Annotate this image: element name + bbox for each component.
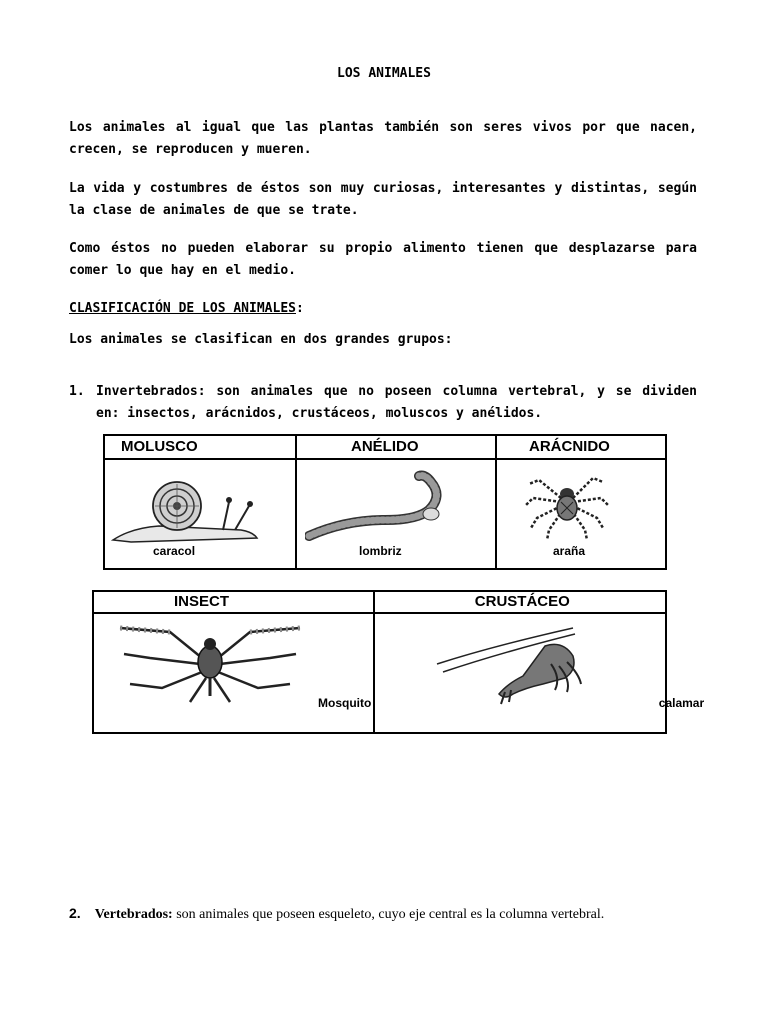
classification-intro: Los animales se clasifican en dos grandes grupos: — [69, 332, 453, 347]
table1-header-anelido-cell — [296, 435, 496, 459]
table1-worm-cell — [296, 459, 496, 569]
invertebrates-number: 1. — [69, 384, 85, 399]
table1-spider-cell — [496, 459, 666, 569]
invertebrates-text: Invertebrados: son animales que no poseen columna vertebral, y se dividen en: insectos, arácnidos, crustáceos, moluscos y anélidos. — [96, 384, 697, 421]
table1-header-aracnido-cell — [496, 435, 666, 459]
vertebrates-number: 2. — [69, 905, 81, 921]
intro-paragraph-1: Los animales al igual que las plantas también son seres vivos por que nacen, crecen, se reproducen y mueren. — [69, 120, 697, 157]
table1-caption-arana: araña — [553, 544, 586, 558]
page-title: LOS ANIMALES — [337, 66, 431, 81]
table2-header-insect: INSECT — [174, 593, 230, 610]
table2-header-crustaceo: CRUSTÁCEO — [474, 593, 570, 610]
vertebrates-text: son animales que poseen esqueleto, cuyo eje central es la columna vertebral. — [172, 907, 605, 922]
vertebrates-label: Vertebrados: — [94, 907, 173, 922]
invertebrates-table-2 — [92, 590, 705, 734]
invertebrates-item — [69, 381, 697, 425]
classification-heading — [69, 301, 304, 316]
table2-caption-calamar: calamar — [658, 696, 705, 710]
intro-paragraph-2: La vida y costumbres de éstos son muy curiosas, interesantes y distintas, según la clase de animales de que se trate. — [69, 181, 697, 218]
invertebrates-table-1 — [103, 434, 667, 570]
table2-shrimp-cell — [374, 613, 705, 733]
vertebrates-item — [69, 905, 604, 923]
table1-caption-caracol: caracol — [153, 544, 196, 558]
table1-caption-lombriz: lombriz — [359, 544, 402, 558]
table2-header-insect-cell — [93, 591, 374, 613]
classification-heading-text: CLASIFICACIÓN DE LOS ANIMALES — [69, 301, 296, 316]
table2-mosquito-cell — [93, 613, 374, 733]
table1-header-aracnido: ARÁCNIDO — [529, 438, 610, 455]
snail-icon — [111, 470, 261, 546]
table2-header-crustaceo-cell — [374, 591, 666, 613]
table1-header-molusco: MOLUSCO — [121, 438, 198, 455]
shrimp-icon — [433, 622, 593, 706]
intro-paragraph-3: Como éstos no pueden elaborar su propio alimento tienen que desplazarse para comer lo que hay en el medio. — [69, 241, 697, 278]
table2-caption-mosquito: Mosquito — [318, 696, 372, 710]
worm-icon — [305, 466, 465, 546]
table1-header-molusco-cell — [104, 435, 296, 459]
table1-header-anelido: ANÉLIDO — [351, 438, 419, 455]
classification-heading-colon: : — [295, 301, 304, 316]
spider-icon — [521, 462, 611, 542]
table1-snail-cell — [104, 459, 296, 569]
mosquito-icon — [110, 624, 310, 708]
